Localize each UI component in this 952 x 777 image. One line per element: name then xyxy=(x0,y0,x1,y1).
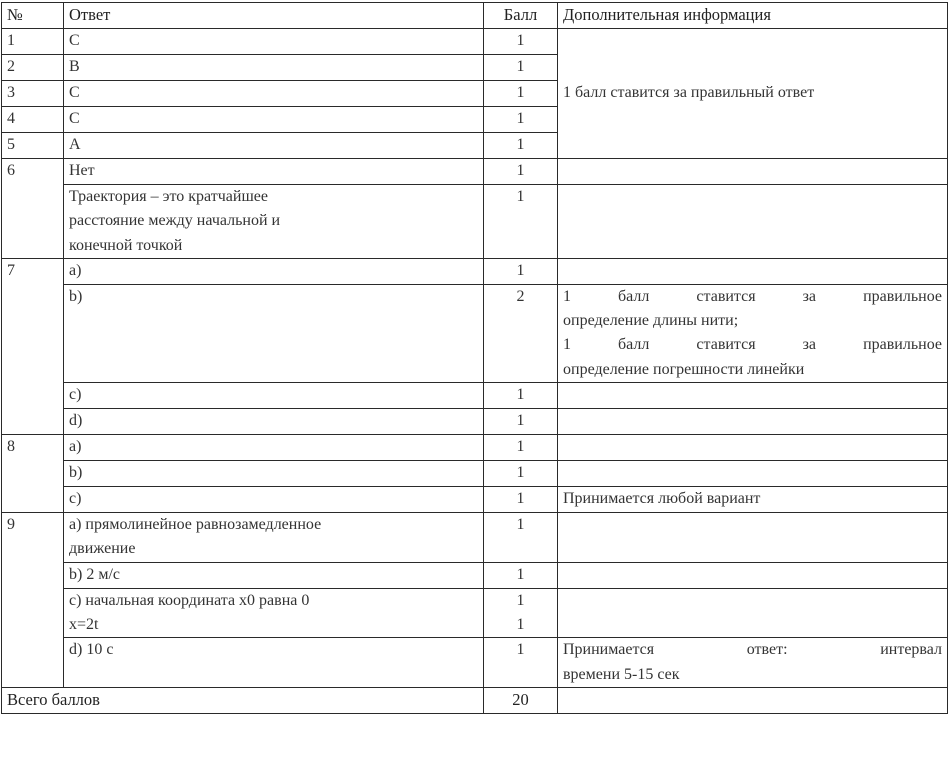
info-cell xyxy=(558,588,948,638)
answer-cell: C xyxy=(64,107,484,133)
question-number: 3 xyxy=(2,81,64,107)
total-label: Всего баллов xyxy=(2,687,484,713)
points-cell: 1 xyxy=(484,383,558,409)
answer-cell: B xyxy=(64,55,484,81)
info-line: 1 балл ставится за правильное xyxy=(563,287,942,305)
points-cell: 1 xyxy=(484,55,558,81)
info-cell xyxy=(558,435,948,461)
points-cell: 1 xyxy=(484,513,558,563)
points-cell: 1 xyxy=(484,185,558,259)
answer-cell: C xyxy=(64,29,484,55)
question-number: 8 xyxy=(2,435,64,513)
answer-cell: d) xyxy=(64,409,484,435)
question-number: 1 xyxy=(2,29,64,55)
points-cell xyxy=(484,588,558,638)
question-number: 5 xyxy=(2,133,64,159)
info-cell xyxy=(558,513,948,563)
answer-cell: c) xyxy=(64,383,484,409)
answer-line: a) прямолинейное равнозамедленное xyxy=(69,516,322,534)
points-cell: 1 xyxy=(484,487,558,513)
answer-line: x=2t xyxy=(69,615,99,633)
info-cell: Принимается любой вариант xyxy=(558,487,948,513)
answer-cell: b) xyxy=(64,461,484,487)
answer-key-table xyxy=(1,2,948,714)
answer-cell: C xyxy=(64,81,484,107)
points-cell: 1 xyxy=(484,638,558,688)
table-row xyxy=(2,383,948,409)
info-cell xyxy=(558,159,948,185)
table-header-row xyxy=(2,3,948,29)
points-cell: 1 xyxy=(484,81,558,107)
info-line: определение погрешности линейки xyxy=(563,360,805,378)
answer-line: c) начальная координата x0 равна 0 xyxy=(69,591,310,609)
info-line: 1 балл ставится за правильное xyxy=(563,336,942,354)
question-number: 9 xyxy=(2,513,64,688)
info-cell xyxy=(558,258,948,284)
answer-line: Траектория – это кратчайшее xyxy=(69,188,268,205)
info-cell xyxy=(558,461,948,487)
question-number: 7 xyxy=(2,258,64,434)
header-info: Дополнительная информация xyxy=(558,3,948,29)
header-num: № xyxy=(2,3,64,29)
info-cell-q1-5: 1 балл ставится за правильный ответ xyxy=(558,29,948,159)
points-cell: 1 xyxy=(484,107,558,133)
total-points: 20 xyxy=(484,687,558,713)
points-cell: 2 xyxy=(484,284,558,382)
answer-cell xyxy=(64,513,484,563)
answer-line: конечной точкой xyxy=(69,236,183,254)
answer-cell xyxy=(64,185,484,259)
points-line: 1 xyxy=(516,591,525,609)
header-points: Балл xyxy=(484,3,558,29)
info-cell xyxy=(558,185,948,259)
info-line: Принимается ответ: интервал xyxy=(563,641,942,659)
total-row xyxy=(2,687,948,713)
table-row xyxy=(2,513,948,563)
points-cell: 1 xyxy=(484,461,558,487)
info-cell xyxy=(558,638,948,688)
points-cell: 1 xyxy=(484,562,558,588)
total-info-cell xyxy=(558,687,948,713)
points-cell: 1 xyxy=(484,133,558,159)
question-number: 4 xyxy=(2,107,64,133)
answer-cell: b) xyxy=(64,284,484,382)
table-row xyxy=(2,588,948,638)
table-row xyxy=(2,562,948,588)
table-row xyxy=(2,409,948,435)
points-cell: 1 xyxy=(484,409,558,435)
info-cell xyxy=(558,284,948,382)
table-row xyxy=(2,29,948,55)
info-line: определение длины нити; xyxy=(563,312,739,330)
answer-cell: a) xyxy=(64,435,484,461)
table-row xyxy=(2,487,948,513)
table-row xyxy=(2,638,948,688)
points-cell: 1 xyxy=(484,29,558,55)
points-line: 1 xyxy=(516,615,525,633)
info-cell xyxy=(558,383,948,409)
question-number: 2 xyxy=(2,55,64,81)
table-row xyxy=(2,284,948,382)
answer-line: движение xyxy=(69,540,136,558)
info-cell xyxy=(558,562,948,588)
answer-line: расстояние между начальной и xyxy=(69,212,281,230)
header-answer: Ответ xyxy=(64,3,484,29)
info-cell xyxy=(558,409,948,435)
table-row xyxy=(2,185,948,259)
info-line: времени 5-15 сек xyxy=(563,665,680,683)
points-cell: 1 xyxy=(484,159,558,185)
answer-cell: A xyxy=(64,133,484,159)
answer-cell xyxy=(64,588,484,638)
answer-cell: a) xyxy=(64,258,484,284)
answer-cell: Нет xyxy=(64,159,484,185)
points-cell: 1 xyxy=(484,258,558,284)
question-number: 6 xyxy=(2,159,64,259)
table-row xyxy=(2,258,948,284)
answer-cell: c) xyxy=(64,487,484,513)
answer-key-table-wrapper xyxy=(1,2,948,714)
table-row xyxy=(2,461,948,487)
answer-cell: b) 2 м/с xyxy=(64,562,484,588)
table-row xyxy=(2,159,948,185)
points-cell: 1 xyxy=(484,435,558,461)
answer-cell: d) 10 с xyxy=(64,638,484,688)
table-row xyxy=(2,435,948,461)
